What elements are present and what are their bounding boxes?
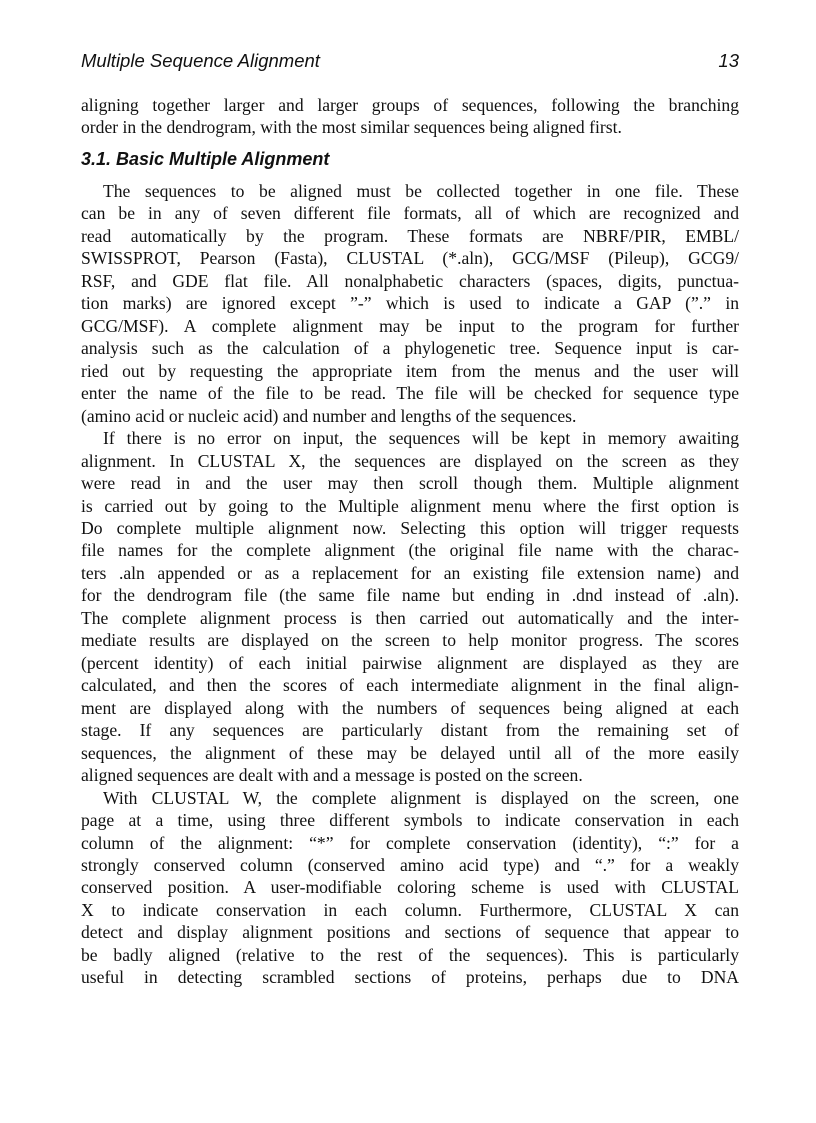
text-line: strongly conserved column (conserved amino acid type) and “.” for a weakly — [81, 855, 739, 875]
continued-paragraph — [81, 94, 739, 139]
text-line: be badly aligned (relative to the rest of the sequences). This is particularly — [81, 944, 739, 965]
section-paragraphs — [81, 180, 739, 989]
text-line: detect and display alignment positions and sections of sequence that appear to — [81, 922, 739, 943]
running-header — [81, 50, 739, 72]
text-line: read automatically by the program. These formats are NBRF/PIR, EMBL/ — [81, 225, 739, 246]
text-line: for the dendrogram file (the same file name but ending in .dnd instead of .aln). — [81, 585, 739, 606]
text-line: With CLUSTAL W, the complete alignment is displayed on the screen, one — [103, 787, 739, 808]
page-number: 13 — [718, 50, 739, 71]
text-line: analysis such as the calculation of a phylogenetic tree. Sequence input is car- — [81, 338, 739, 359]
text-line: sequences, the alignment of these may be delayed until all of the more easily — [81, 742, 739, 763]
paragraph — [81, 787, 739, 989]
text-line: can be in any of seven different file formats, all of which are recognized and — [81, 203, 739, 224]
running-title: Multiple Sequence Alignment — [81, 50, 320, 71]
text-line: file names for the complete alignment (the original file name with the charac- — [81, 540, 739, 561]
text-line: X to indicate conservation in each column. Furthermore, CLUSTAL X can — [81, 899, 739, 920]
text-line: enter the name of the file to be read. The file will be checked for sequence type — [81, 383, 739, 404]
section-heading: 3.1. Basic Multiple Alignment — [81, 148, 330, 169]
text-line: (percent identity) of each initial pairwise alignment are displayed as they are — [81, 652, 739, 673]
paragraph — [81, 427, 739, 787]
text-line: (amino acid or nucleic acid) and number and lengths of the sequences. — [81, 405, 577, 426]
text-line: aligning together larger and larger groups of sequences, following the branching — [81, 95, 739, 115]
text-line: If there is no error on input, the sequences will be kept in memory awaiting — [103, 428, 739, 449]
text-line: page at a time, using three different symbols to indicate conservation in each — [81, 810, 739, 831]
text-line: ment are displayed along with the numbers of sequences being aligned at each — [81, 697, 739, 718]
text-line: ters .aln appended or as a replacement for an existing file extension name) and — [81, 562, 739, 583]
text-line: is carried out by going to the Multiple alignment menu where the first option is — [81, 495, 739, 516]
page-body — [81, 94, 739, 989]
text-line: stage. If any sequences are particularly distant from the remaining set of — [81, 720, 739, 741]
text-line: tion marks) are ignored except ”-” which is used to indicate a GAP (”.” in — [81, 293, 739, 314]
text-line: The sequences to be aligned must be collected together in one file. These — [103, 180, 739, 201]
text-line: alignment. In CLUSTAL X, the sequences are displayed on the screen as they — [81, 450, 739, 471]
text-line: RSF, and GDE flat file. All nonalphabetic characters (spaces, digits, punctua- — [81, 270, 739, 291]
text-line: mediate results are displayed on the screen to help monitor progress. The scores — [81, 630, 739, 651]
paragraph — [81, 94, 739, 139]
text-line: were read in and the user may then scroll though them. Multiple alignment — [81, 473, 739, 494]
text-line: The complete alignment process is then carried out automatically and the inter- — [81, 607, 739, 628]
text-line: useful in detecting scrambled sections of proteins, perhaps due to DNA — [81, 967, 739, 988]
text-line: conserved position. A user-modifiable coloring scheme is used with CLUSTAL — [81, 877, 739, 898]
text-line: Do complete multiple alignment now. Selecting this option will trigger requests — [81, 517, 739, 538]
text-line: calculated, and then the scores of each intermediate alignment in the final align- — [81, 675, 739, 696]
text-line: SWISSPROT, Pearson (Fasta), CLUSTAL (*.aln), GCG/MSF (Pileup), GCG9/ — [81, 248, 739, 269]
text-line: order in the dendrogram, with the most similar sequences being aligned first. — [81, 117, 622, 138]
text-line: column of the alignment: “*” for complete conservation (identity), “:” for a — [81, 832, 739, 853]
text-line: ried out by requesting the appropriate item from the menus and the user will — [81, 360, 739, 381]
text-line: aligned sequences are dealt with and a message is posted on the screen. — [81, 765, 583, 786]
paragraph — [81, 180, 739, 427]
text-line: GCG/MSF). A complete alignment may be input to the program for further — [81, 315, 739, 336]
